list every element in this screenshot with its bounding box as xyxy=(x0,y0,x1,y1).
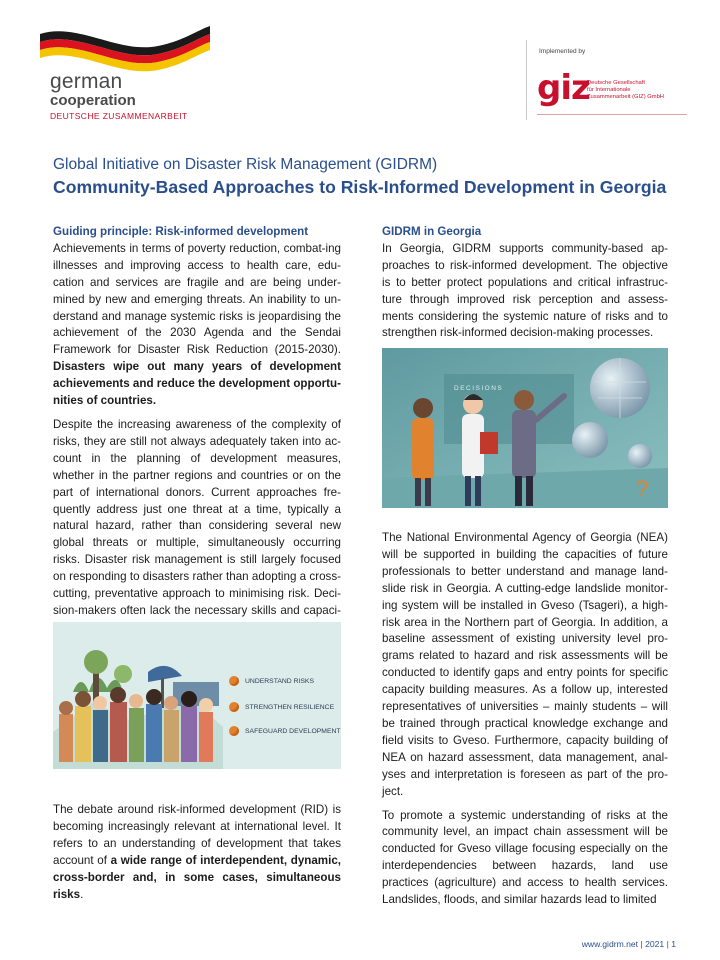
giz-full-name xyxy=(587,80,687,101)
right-column-continued xyxy=(382,530,668,916)
paragraph-nea: The National Environmental Agency of Georgia (NEA) will be supported in building the capacities of future professionals to better understand and manage land-slide risk in Georgia. A cutting-edge landslide monitor-ing system will be installed in Gveso (Tsageri), a high-risk area in the Northern part of Georgia. In addition, a baseline assessment of existing university level pro-grams related to hazard and risk assessments will be conducted to identify gaps and entry points for specific capacity building measures. As a follow up, interested representatives of universities – mainly students – will be trained through practical knowledge exchange and field visits to Gveso. Furthermore, capacity building of NEA on hazard assessment, data management, anal-yses and interpretation is foreseen as part of the pro-ject. xyxy=(382,531,668,798)
paragraph-achievements-text: Achievements in terms of poverty reduction, combat-ing illnesses and improving access to health care, edu-cation and services are fragile and are being under-mined by new and emerging threats. An inability to un-derstand and manage systemic risks is jeopardising the achievement of the 2030 Agenda and the Sendai Framework for Disaster Risk Reduction (2015-2030). xyxy=(53,241,341,357)
left-column xyxy=(53,224,341,644)
german-flag-wave-icon xyxy=(38,24,218,72)
giz-name-line-2: für Internationale xyxy=(587,87,631,93)
page-footer: www.gidrm.net | 2021 | 1 xyxy=(581,939,676,949)
decisions-board-label: DECISIONS xyxy=(454,385,504,392)
orange-bullet-icon xyxy=(229,702,239,712)
giz-divider xyxy=(537,114,687,115)
section-heading-guiding-principle: Guiding principle: Risk-informed development xyxy=(53,225,309,238)
legend-label-strengthen-resilience: STRENGTHEN RESILIENCE xyxy=(245,703,335,711)
implemented-by-label: Implemented by xyxy=(539,48,586,55)
paragraph-achievements-emphasis: Disasters wipe out many years of development achievements and reduce the development opportu-nities of countries. xyxy=(53,360,341,408)
logo-word-german: german xyxy=(50,70,123,93)
decisions-illustration xyxy=(382,348,668,508)
paragraph-debate-end: . xyxy=(80,887,84,901)
paragraph-debate xyxy=(53,802,341,903)
risk-informed-development-illustration xyxy=(53,622,341,769)
paragraph-despite: Despite the increasing awareness of the complexity of risks, they are still not always adequately taken into ac-count in the planning of development measures, whether in the partner regions and countries or on the part of international donors. Current approaches fre-quently address just one threat at a time, typically a natural hazard, rather than considering several new global threats or multiple, simultaneously occurring risks. Disaster risk management is still largely focused on responding to disasters rather than adopting a cross-cutting, preventative approach to minimising risk. Deci-sion-makers often lack the necessary skills and capaci- xyxy=(53,417,341,617)
document-title: Community-Based Approaches to Risk-Informed Development in Georgia xyxy=(53,177,667,197)
giz-name-line-1: Deutsche Gesellschaft xyxy=(587,80,645,86)
decision-makers-illustration xyxy=(382,348,668,508)
giz-logo xyxy=(526,40,696,120)
orange-bullet-icon xyxy=(229,676,239,686)
paragraph-debate-text: The debate around risk-informed development (RID) is becoming increasingly relevant at international level. It refers to an understanding of development that takes account of xyxy=(53,803,341,867)
logo-subline: DEUTSCHE ZUSAMMENARBEIT xyxy=(50,111,188,121)
logo-word-cooperation: cooperation xyxy=(50,92,136,109)
legend-understand-risks xyxy=(229,676,314,686)
document-kicker: Global Initiative on Disaster Risk Management (GIDRM) xyxy=(53,156,438,173)
orange-bullet-icon xyxy=(229,726,239,736)
question-mark-icon: ? xyxy=(636,476,649,501)
legend-label-safeguard-development: SAFEGUARD DEVELOPMENT xyxy=(245,727,341,735)
left-column-continued xyxy=(53,802,341,910)
legend-safeguard-development xyxy=(229,726,341,736)
legend-label-understand-risks: UNDERSTAND RISKS xyxy=(245,677,314,685)
paragraph-debate-emphasis: a wide range of interdependent, dynamic, cross-border and, in some cases, simultaneous risks xyxy=(53,853,341,901)
community-group-illustration xyxy=(53,622,341,769)
german-cooperation-logo xyxy=(38,24,218,134)
section-heading-gidrm-georgia: GIDRM in Georgia xyxy=(382,225,482,238)
giz-wordmark: giz xyxy=(537,68,590,108)
paragraph-gidrm-supports: In Georgia, GIDRM supports community-based ap-proaches to risk-informed development. The objective is to better protect populations and critical infrastruc-ture through improved risk perception and assess-ments considering the systemic nature of risks and to strengthen risk-informed decision-making processes. xyxy=(382,241,668,340)
paragraph-achievements xyxy=(53,241,341,410)
giz-name-line-3: Zusammenarbeit (GIZ) GmbH xyxy=(587,94,664,100)
legend-strengthen-resilience xyxy=(229,702,334,712)
paragraph-systemic-understanding: To promote a systemic understanding of risks at the community level, an impact chain assessment will be conducted for Gveso village focusing especially on the interdependencies between hazards, land use practices (agriculture) and access to health services. Landslides, floods, and similar hazards lead to limited xyxy=(382,808,668,907)
right-column xyxy=(382,224,668,349)
